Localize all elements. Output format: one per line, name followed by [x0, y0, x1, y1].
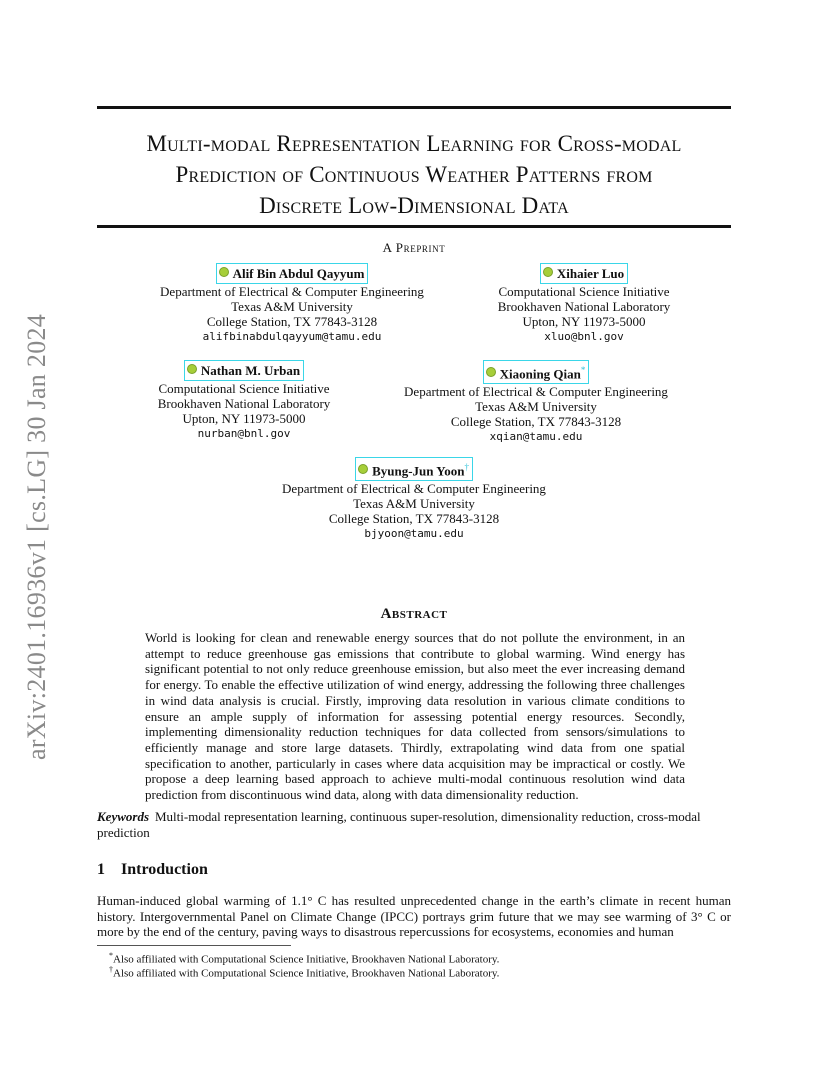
orcid-icon[interactable]	[358, 464, 368, 474]
paper-title	[60, 128, 768, 221]
abstract-text: World is looking for clean and renewable energy sources that do not pollute the environment, in an attempt to reduce greenhouse gas emissions that contribute to global warming. Wind energy has significant potential to not only reduce greenhouse emission, but also meet the ever increasing demand for energy. To enable the effective utilization of wind energy, addressing the following three challenges in wind data analysis is crucial. Firstly, improving data resolution in various climate conditions to ensure an ample supply of information for assessing potential energy resources. Secondly, implementing dimensionality reduction techniques for data collected from sensors/simulations to efficiently manage and store large datasets. Thirdly, extrapolating wind data from one spatial specification to another, particularly in cases where data acquisition may be impractical or costly. We propose a deep learning based approach to achieve multi-modal continuous resolution wind data prediction from discontinuous wind data, along with data dimensionality reduction.	[145, 630, 685, 803]
abstract-heading: Abstract	[380, 606, 448, 622]
author-address: College Station, TX 77843-3128	[450, 414, 622, 430]
author-name: Alif Bin Abdul Qayyum	[232, 266, 365, 281]
author-email: bjyoon@tamu.edu	[364, 527, 464, 541]
section-body: Human-induced global warming of 1.1° C has resulted unprecedented change in the earth’s climate in recent human history. Intergovernmental Panel on Climate Change (IPCC) portrays grim future that we may see warming of 3° C or more by the end of the century, paving ways to disastrous repercussions for ecosystems, economies and human	[97, 893, 731, 940]
footnote-mark: †	[109, 965, 113, 974]
orcid-icon[interactable]	[187, 364, 197, 374]
author-organization: Texas A&M University	[475, 399, 597, 415]
orcid-icon[interactable]	[543, 267, 553, 277]
author-name-link[interactable]	[184, 360, 304, 381]
footnote-mark[interactable]: *	[580, 365, 586, 375]
author-name-link[interactable]	[483, 360, 590, 384]
author-department: Computational Science Initiative	[158, 381, 330, 396]
author-address: Upton, NY 11973-5000	[182, 411, 306, 426]
keywords-label: Keywords	[97, 809, 149, 824]
author-department: Department of Electrical & Computer Engineering	[404, 384, 668, 400]
author-name: Xiaoning Qian	[499, 366, 581, 382]
author-organization: Brookhaven National Laboratory	[497, 299, 671, 314]
author-name: Xihaier Luo	[556, 266, 625, 281]
footnote-text: Also affiliated with Computational Science Initiative, Brookhaven National Laboratory.	[113, 967, 500, 980]
title-line-1: Multi-modal Representation Learning for Cross-modal	[146, 131, 682, 156]
title-line-3: Discrete Low-Dimensional Data	[259, 193, 569, 218]
section-number: 1	[97, 861, 105, 878]
keywords	[97, 809, 731, 840]
author-name: Byung-Jun Yoon	[372, 463, 465, 479]
author-address: College Station, TX 77843-3128	[206, 314, 378, 329]
author-email: alifbinabdulqayyum@tamu.edu	[202, 330, 382, 343]
orcid-icon[interactable]	[486, 367, 496, 377]
author-email: nurban@bnl.gov	[197, 427, 291, 440]
keywords-text: Multi-modal representation learning, continuous super-resolution, dimensionality reduction, cross-modal prediction	[97, 809, 701, 840]
preprint-label: A Preprint	[382, 240, 446, 255]
author-department: Department of Electrical & Computer Engineering	[282, 481, 546, 497]
title-line-2: Prediction of Continuous Weather Patterns from	[175, 162, 653, 187]
author-block-qian	[386, 360, 686, 444]
author-organization: Texas A&M University	[231, 299, 353, 314]
section-title: Introduction	[121, 861, 208, 878]
author-name-link[interactable]	[355, 457, 473, 481]
author-organization: Brookhaven National Laboratory	[157, 396, 331, 411]
author-address: College Station, TX 77843-3128	[328, 511, 500, 527]
author-block-yoon	[264, 457, 564, 541]
orcid-icon[interactable]	[219, 267, 229, 277]
footnote-mark[interactable]: †	[464, 462, 469, 472]
footnote-rule	[97, 945, 291, 946]
author-department: Department of Electrical & Computer Engineering	[160, 284, 424, 299]
author-block-urban	[134, 360, 354, 441]
title-top-rule	[97, 106, 731, 109]
footnote-text: Also affiliated with Computational Science Initiative, Brookhaven National Laboratory.	[113, 953, 500, 966]
author-name: Nathan M. Urban	[200, 363, 301, 378]
author-name-link[interactable]	[216, 263, 369, 284]
title-bottom-rule	[97, 225, 731, 228]
arxiv-identifier: arXiv:2401.16936v1 [cs.LG] 30 Jan 2024	[22, 313, 51, 760]
footnote-mark: *	[109, 951, 113, 960]
author-block-qayyum	[142, 263, 442, 344]
author-name-link[interactable]	[540, 263, 628, 284]
author-address: Upton, NY 11973-5000	[522, 314, 646, 329]
author-email: xqian@tamu.edu	[489, 430, 583, 444]
author-organization: Texas A&M University	[353, 496, 475, 512]
footnote-2	[109, 963, 729, 981]
section-heading	[97, 861, 208, 879]
author-email: xluo@bnl.gov	[544, 330, 624, 343]
author-department: Computational Science Initiative	[498, 284, 670, 299]
author-block-luo	[474, 263, 694, 344]
